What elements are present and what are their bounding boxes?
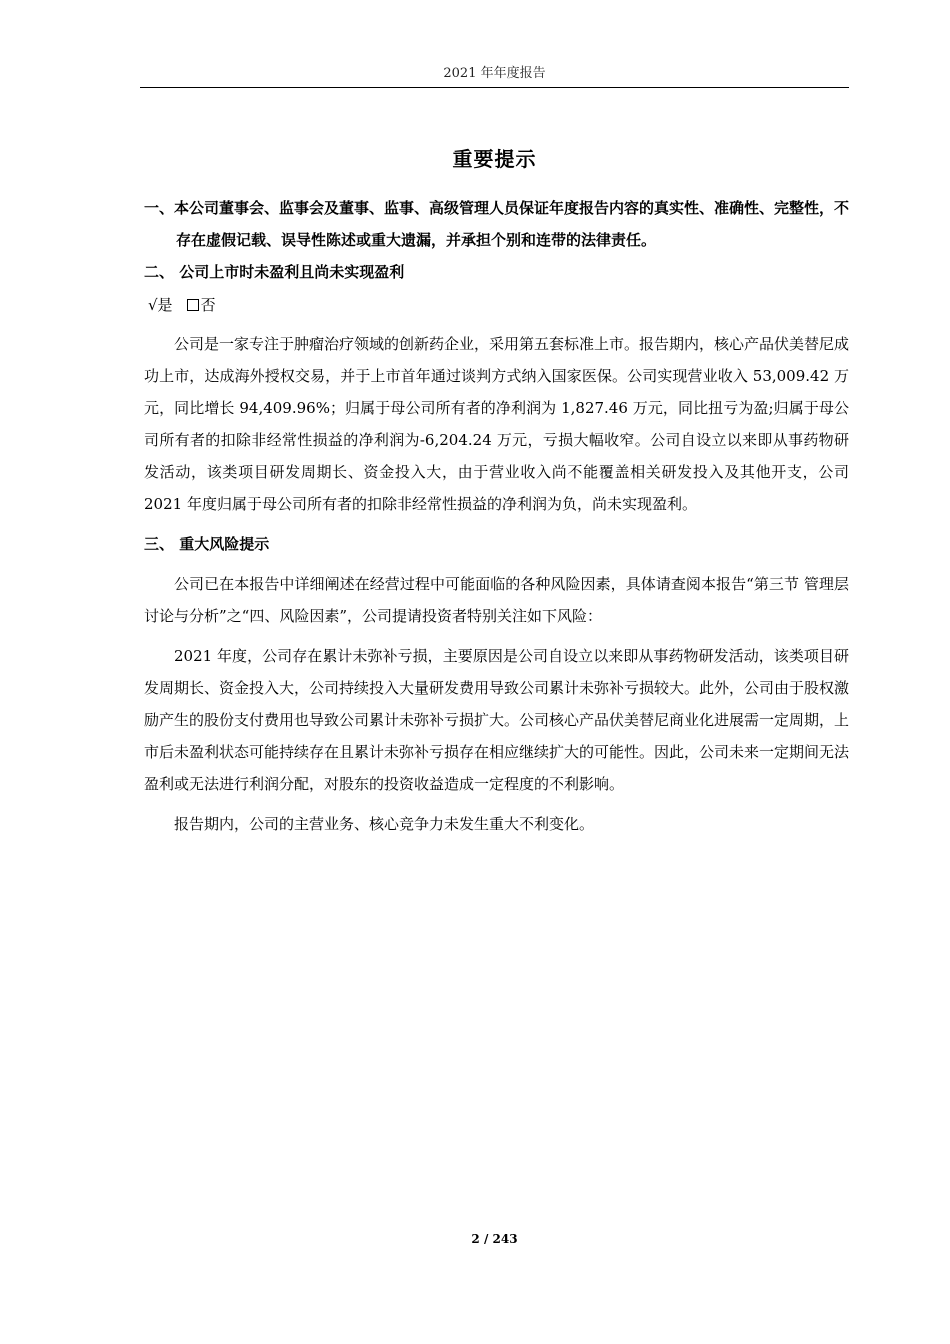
section3-paragraph-2: 2021 年度，公司存在累计未弥补亏损，主要原因是公司自设立以来即从事药物研发活动，该类项目研发周期长、资金投入大，公司持续投入大量研发费用导致公司累计未弥补亏损较大。此外，公司由于股权激励产生的股份支付费用也导致公司累计未弥补亏损扩大。公司核心产品伏美替尼商业化进展需一定周期，上市后未盈利状态可能持续存在且累计未弥补亏损存在相应继续扩大的可能性。因此，公司未来一定期间无法盈利或无法进行利润分配，对股东的投资收益造成一定程度的不利影响。 [144, 647, 850, 793]
page-header [140, 64, 849, 88]
document-body [144, 192, 849, 848]
section3-paragraph-3: 报告期内，公司的主营业务、核心竞争力未发生重大不利变化。 [174, 815, 595, 833]
header-text: 2021 年年度报告 [443, 66, 546, 81]
profit-status-checkboxes [144, 292, 849, 318]
unchecked-box-icon [187, 299, 199, 311]
section3-paragraph-1: 公司已在本报告中详细阐述在经营过程中可能面临的各种风险因素，具体请查阅本报告“第三节 管理层讨论与分析”之“四、风险因素”，公司提请投资者特别关注如下风险： [144, 575, 849, 625]
no-label: 否 [200, 296, 216, 314]
page-title: 重要提示 [452, 147, 537, 171]
section-heading-2: 二、 公司上市时未盈利且尚未实现盈利 [144, 263, 405, 281]
section-heading-3: 三、 重大风险提示 [144, 535, 270, 553]
section2-paragraph: 公司是一家专注于肿瘤治疗领域的创新药企业，采用第五套标准上市。报告期内，核心产品伏美替尼成功上市，达成海外授权交易，并于上市首年通过谈判方式纳入国家医保。公司实现营业收入 53,009.42 万元，同比增长 94,409.96%；归属于母公司所有者的净利润为 1,827.46 万元，同比扭亏为盈;归属于母公司所有者的扣除非经常性损益的净利润为-6,204.24 万元，亏损大幅收窄。公司自设立以来即从事药物研发活动，该类项目研发周期长、资金投入大，由于营业收入尚不能覆盖相关研发投入及其他开支，公司 2021 年度归属于母公司所有者的扣除非经常性损益的净利润为负，尚未实现盈利。 [144, 335, 850, 513]
page-number: 2 / 243 [471, 1232, 518, 1246]
notice-item-1: 一、本公司董事会、监事会及董事、监事、高级管理人员保证年度报告内容的真实性、准确性、完整性，不存在虚假记载、误导性陈述或重大遗漏，并承担个别和连带的法律责任。 [144, 199, 850, 249]
yes-checked-label: √是 [148, 296, 173, 314]
